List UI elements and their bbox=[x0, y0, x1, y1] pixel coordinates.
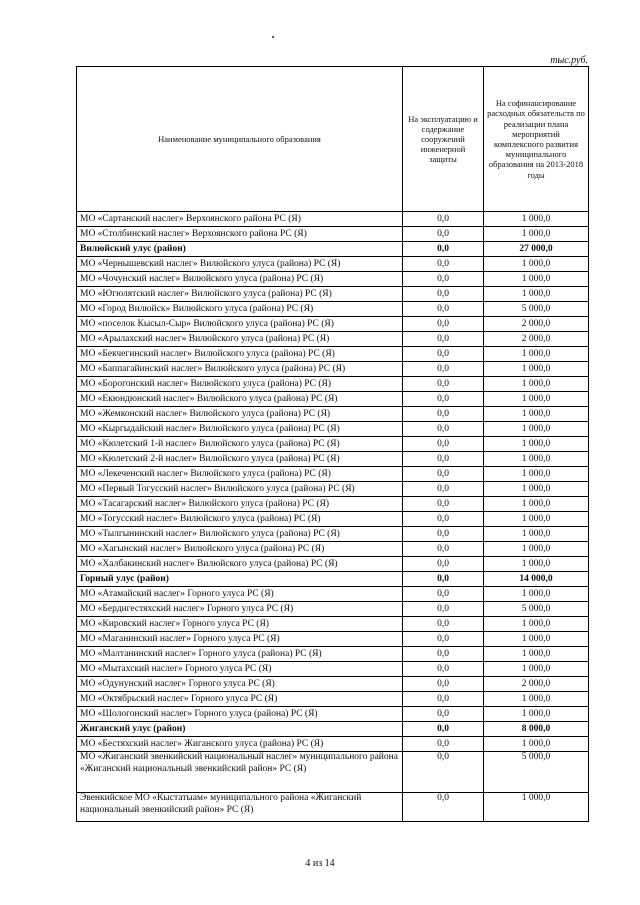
engineering-protection-cell: 0,0 bbox=[403, 677, 484, 692]
engineering-protection-cell: 0,0 bbox=[403, 707, 484, 722]
engineering-protection-cell: 0,0 bbox=[403, 302, 484, 317]
municipality-name-cell: МО «Одунунский наслег» Горного улуса РС (Я) bbox=[77, 677, 403, 692]
engineering-protection-cell: 0,0 bbox=[403, 737, 484, 752]
municipality-name-cell: МО «Баппагайинский наслег» Вилюйского улуса (района) РС (Я) bbox=[77, 362, 403, 377]
cofinancing-cell: 1 000,0 bbox=[484, 617, 589, 632]
engineering-protection-cell: 0,0 bbox=[403, 212, 484, 227]
cofinancing-cell: 1 000,0 bbox=[484, 512, 589, 527]
table-row bbox=[77, 212, 589, 227]
table-row bbox=[77, 272, 589, 287]
engineering-protection-cell: 0,0 bbox=[403, 692, 484, 707]
table-row bbox=[77, 392, 589, 407]
engineering-protection-cell: 0,0 bbox=[403, 647, 484, 662]
table-row bbox=[77, 632, 589, 647]
table-row bbox=[77, 347, 589, 362]
municipality-name-cell: МО «Малтанинский наслег» Горного улуса (района) РС (Я) bbox=[77, 647, 403, 662]
engineering-protection-cell: 0,0 bbox=[403, 317, 484, 332]
cofinancing-cell: 1 000,0 bbox=[484, 362, 589, 377]
district-total-row bbox=[77, 572, 589, 587]
engineering-protection-cell: 0,0 bbox=[403, 407, 484, 422]
municipality-name-cell: МО «Бекчегинский наслег» Вилюйского улуса (района) РС (Я) bbox=[77, 347, 403, 362]
municipality-name-cell: МО «Лекеченский наслег» Вилюйского улуса (района) РС (Я) bbox=[77, 467, 403, 482]
table-row bbox=[77, 317, 589, 332]
table-row bbox=[77, 737, 589, 752]
municipality-name-cell: МО «Шологонский наслег» Горного улуса (района) РС (Я) bbox=[77, 707, 403, 722]
municipality-name-cell: МО «Екюндюнский наслег» Вилюйского улуса (района) РС (Я) bbox=[77, 392, 403, 407]
table-row bbox=[77, 542, 589, 557]
municipality-name-cell: МО «Бестяхский наслег» Жиганского улуса (района) РС (Я) bbox=[77, 737, 403, 752]
cofinancing-cell: 1 000,0 bbox=[484, 377, 589, 392]
engineering-protection-cell: 0,0 bbox=[403, 722, 484, 737]
cofinancing-cell: 1 000,0 bbox=[484, 662, 589, 677]
municipality-name-cell: МО «Атамайский наслег» Горного улуса РС (Я) bbox=[77, 587, 403, 602]
municipality-name-cell: МО «Арылахский наслег» Вилюйского улуса (района) РС (Я) bbox=[77, 332, 403, 347]
cofinancing-cell: 1 000,0 bbox=[484, 257, 589, 272]
table-row bbox=[77, 452, 589, 467]
engineering-protection-cell: 0,0 bbox=[403, 497, 484, 512]
cofinancing-cell: 1 000,0 bbox=[484, 452, 589, 467]
table-row bbox=[77, 407, 589, 422]
engineering-protection-cell: 0,0 bbox=[403, 362, 484, 377]
engineering-protection-cell: 0,0 bbox=[403, 793, 484, 822]
municipality-name-cell: МО «Мытахский наслег» Горного улуса РС (Я) bbox=[77, 662, 403, 677]
table-row bbox=[77, 362, 589, 377]
cofinancing-cell: 1 000,0 bbox=[484, 212, 589, 227]
column-header-municipality: Наименование муниципального образования bbox=[77, 67, 403, 212]
municipality-name-cell: МО «Халбакинский наслег» Вилюйского улуса (района) РС (Я) bbox=[77, 557, 403, 572]
cofinancing-cell: 1 000,0 bbox=[484, 557, 589, 572]
municipality-name-cell: МО «Тасагарский наслег» Вилюйского улуса (района) РС (Я) bbox=[77, 497, 403, 512]
table-row bbox=[77, 287, 589, 302]
engineering-protection-cell: 0,0 bbox=[403, 452, 484, 467]
engineering-protection-cell: 0,0 bbox=[403, 662, 484, 677]
cofinancing-cell: 1 000,0 bbox=[484, 422, 589, 437]
engineering-protection-cell: 0,0 bbox=[403, 242, 484, 257]
table-row bbox=[77, 377, 589, 392]
table-row bbox=[77, 482, 589, 497]
municipality-name-cell: МО «Кюлетский 2-й наслег» Вилюйского улуса (района) РС (Я) bbox=[77, 452, 403, 467]
table-body bbox=[77, 212, 589, 822]
municipality-name-cell: МО «Октябрьский наслег» Горного улуса РС (Я) bbox=[77, 692, 403, 707]
cofinancing-cell: 1 000,0 bbox=[484, 227, 589, 242]
table-row bbox=[77, 527, 589, 542]
cofinancing-cell: 27 000,0 bbox=[484, 242, 589, 257]
municipality-name-cell: Вилюйский улус (район) bbox=[77, 242, 403, 257]
municipality-name-cell: МО «Столбинский наслег» Верхоянского района РС (Я) bbox=[77, 227, 403, 242]
cofinancing-cell: 1 000,0 bbox=[484, 272, 589, 287]
engineering-protection-cell: 0,0 bbox=[403, 287, 484, 302]
district-total-row bbox=[77, 242, 589, 257]
municipality-name-cell: МО «Тылгынинский наслег» Вилюйского улуса (района) РС (Я) bbox=[77, 527, 403, 542]
cofinancing-cell: 5 000,0 bbox=[484, 302, 589, 317]
engineering-protection-cell: 0,0 bbox=[403, 752, 484, 793]
table-row bbox=[77, 512, 589, 527]
table-row bbox=[77, 422, 589, 437]
cofinancing-cell: 1 000,0 bbox=[484, 793, 589, 822]
municipality-name-cell: МО «Город Вилюйск» Вилюйского улуса (района) РС (Я) bbox=[77, 302, 403, 317]
table-row bbox=[77, 617, 589, 632]
municipality-name-cell: МО «Югюлятский наслег» Вилюйского улуса (района) РС (Я) bbox=[77, 287, 403, 302]
table-row bbox=[77, 692, 589, 707]
table-row bbox=[77, 332, 589, 347]
municipality-name-cell: Горный улус (район) bbox=[77, 572, 403, 587]
cofinancing-cell: 1 000,0 bbox=[484, 692, 589, 707]
engineering-protection-cell: 0,0 bbox=[403, 392, 484, 407]
table-row bbox=[77, 227, 589, 242]
engineering-protection-cell: 0,0 bbox=[403, 467, 484, 482]
cofinancing-cell: 8 000,0 bbox=[484, 722, 589, 737]
engineering-protection-cell: 0,0 bbox=[403, 617, 484, 632]
engineering-protection-cell: 0,0 bbox=[403, 272, 484, 287]
table-row bbox=[77, 497, 589, 512]
cofinancing-cell: 1 000,0 bbox=[484, 587, 589, 602]
cofinancing-cell: 5 000,0 bbox=[484, 752, 589, 793]
municipality-name-cell: МО «Сартанский наслег» Верхоянского района РС (Я) bbox=[77, 212, 403, 227]
engineering-protection-cell: 0,0 bbox=[403, 347, 484, 362]
cofinancing-cell: 1 000,0 bbox=[484, 707, 589, 722]
engineering-protection-cell: 0,0 bbox=[403, 257, 484, 272]
cofinancing-cell: 2 000,0 bbox=[484, 677, 589, 692]
cofinancing-cell: 1 000,0 bbox=[484, 527, 589, 542]
cofinancing-cell: 1 000,0 bbox=[484, 347, 589, 362]
engineering-protection-cell: 0,0 bbox=[403, 542, 484, 557]
cofinancing-cell: 1 000,0 bbox=[484, 497, 589, 512]
table-row bbox=[77, 437, 589, 452]
municipality-name-cell: МО «Хагынский наслег» Вилюйского улуса (района) РС (Я) bbox=[77, 542, 403, 557]
municipality-name-cell: МО «Бердигестяхский наслег» Горного улуса РС (Я) bbox=[77, 602, 403, 617]
column-header-cofinancing: На софинансирование расходных обязательств по реализации плана мероприятий комплексного развития муниципального образования на 2013-2018 годы bbox=[484, 67, 589, 212]
cofinancing-cell: 2 000,0 bbox=[484, 332, 589, 347]
cofinancing-cell: 1 000,0 bbox=[484, 737, 589, 752]
cofinancing-cell: 1 000,0 bbox=[484, 437, 589, 452]
district-total-row bbox=[77, 722, 589, 737]
municipality-name-cell: МО «Жемконский наслег» Вилюйского улуса (района) РС (Я) bbox=[77, 407, 403, 422]
engineering-protection-cell: 0,0 bbox=[403, 557, 484, 572]
municipality-name-cell: МО «Чочунский наслег» Вилюйского улуса (района) РС (Я) bbox=[77, 272, 403, 287]
cofinancing-cell: 14 000,0 bbox=[484, 572, 589, 587]
cofinancing-cell: 2 000,0 bbox=[484, 317, 589, 332]
cofinancing-cell: 1 000,0 bbox=[484, 482, 589, 497]
table-row bbox=[77, 647, 589, 662]
column-header-engineering-protection: На эксплуатацию и содержание сооружений инженерной защиты bbox=[403, 67, 484, 212]
table-row bbox=[77, 467, 589, 482]
municipality-name-cell: Жиганский улус (район) bbox=[77, 722, 403, 737]
table-row bbox=[77, 302, 589, 317]
municipality-name-cell: МО «Первый Тогусский наслег» Вилюйского улуса (района) РС (Я) bbox=[77, 482, 403, 497]
table-row bbox=[77, 793, 589, 822]
table-row bbox=[77, 257, 589, 272]
municipality-name-cell: МО «Кировский наслег» Горного улуса РС (Я) bbox=[77, 617, 403, 632]
cofinancing-cell: 1 000,0 bbox=[484, 392, 589, 407]
units-note: тыс.руб. bbox=[550, 55, 588, 66]
page-number: 4 из 14 bbox=[305, 858, 335, 869]
table-header-row bbox=[77, 67, 589, 212]
municipality-name-cell: МО «Борогонский наслег» Вилюйского улуса (района) РС (Я) bbox=[77, 377, 403, 392]
engineering-protection-cell: 0,0 bbox=[403, 332, 484, 347]
table-row bbox=[77, 557, 589, 572]
municipality-name-cell: МО «Чернышевский наслег» Вилюйского улуса (района) РС (Я) bbox=[77, 257, 403, 272]
cofinancing-cell: 1 000,0 bbox=[484, 287, 589, 302]
municipality-name-cell: МО «Кюлетский 1-й наслег» Вилюйского улуса (района) РС (Я) bbox=[77, 437, 403, 452]
municipality-name-cell: Эвенкийское МО «Кыстатыам» муниципального района «Жиганский национальный эвенкийский район» РС (Я) bbox=[77, 793, 403, 822]
stray-dot-mark bbox=[272, 36, 274, 38]
table-row bbox=[77, 752, 589, 793]
municipality-name-cell: МО «Маганинский наслег» Горного улуса РС (Я) bbox=[77, 632, 403, 647]
cofinancing-cell: 1 000,0 bbox=[484, 542, 589, 557]
cofinancing-cell: 1 000,0 bbox=[484, 632, 589, 647]
cofinancing-cell: 1 000,0 bbox=[484, 407, 589, 422]
engineering-protection-cell: 0,0 bbox=[403, 572, 484, 587]
cofinancing-cell: 1 000,0 bbox=[484, 647, 589, 662]
engineering-protection-cell: 0,0 bbox=[403, 437, 484, 452]
engineering-protection-cell: 0,0 bbox=[403, 422, 484, 437]
budget-table bbox=[76, 66, 589, 822]
table-row bbox=[77, 662, 589, 677]
engineering-protection-cell: 0,0 bbox=[403, 227, 484, 242]
engineering-protection-cell: 0,0 bbox=[403, 482, 484, 497]
municipality-name-cell: МО «поселок Кысыл-Сыр» Вилюйского улуса (района) РС (Я) bbox=[77, 317, 403, 332]
table-row bbox=[77, 677, 589, 692]
municipality-name-cell: МО «Кыргыдайский наслег» Вилюйского улуса (района) РС (Я) bbox=[77, 422, 403, 437]
municipality-name-cell: МО «Жиганский эвенкийский национальный наслег» муниципального района «Жиганский национальный эвенкийский район» РС (Я) bbox=[77, 752, 403, 793]
cofinancing-cell: 1 000,0 bbox=[484, 467, 589, 482]
engineering-protection-cell: 0,0 bbox=[403, 512, 484, 527]
table-row bbox=[77, 587, 589, 602]
table-row bbox=[77, 707, 589, 722]
engineering-protection-cell: 0,0 bbox=[403, 377, 484, 392]
engineering-protection-cell: 0,0 bbox=[403, 527, 484, 542]
cofinancing-cell: 5 000,0 bbox=[484, 602, 589, 617]
engineering-protection-cell: 0,0 bbox=[403, 587, 484, 602]
engineering-protection-cell: 0,0 bbox=[403, 632, 484, 647]
engineering-protection-cell: 0,0 bbox=[403, 602, 484, 617]
municipality-name-cell: МО «Тогусский наслег» Вилюйского улуса (района) РС (Я) bbox=[77, 512, 403, 527]
table-row bbox=[77, 602, 589, 617]
